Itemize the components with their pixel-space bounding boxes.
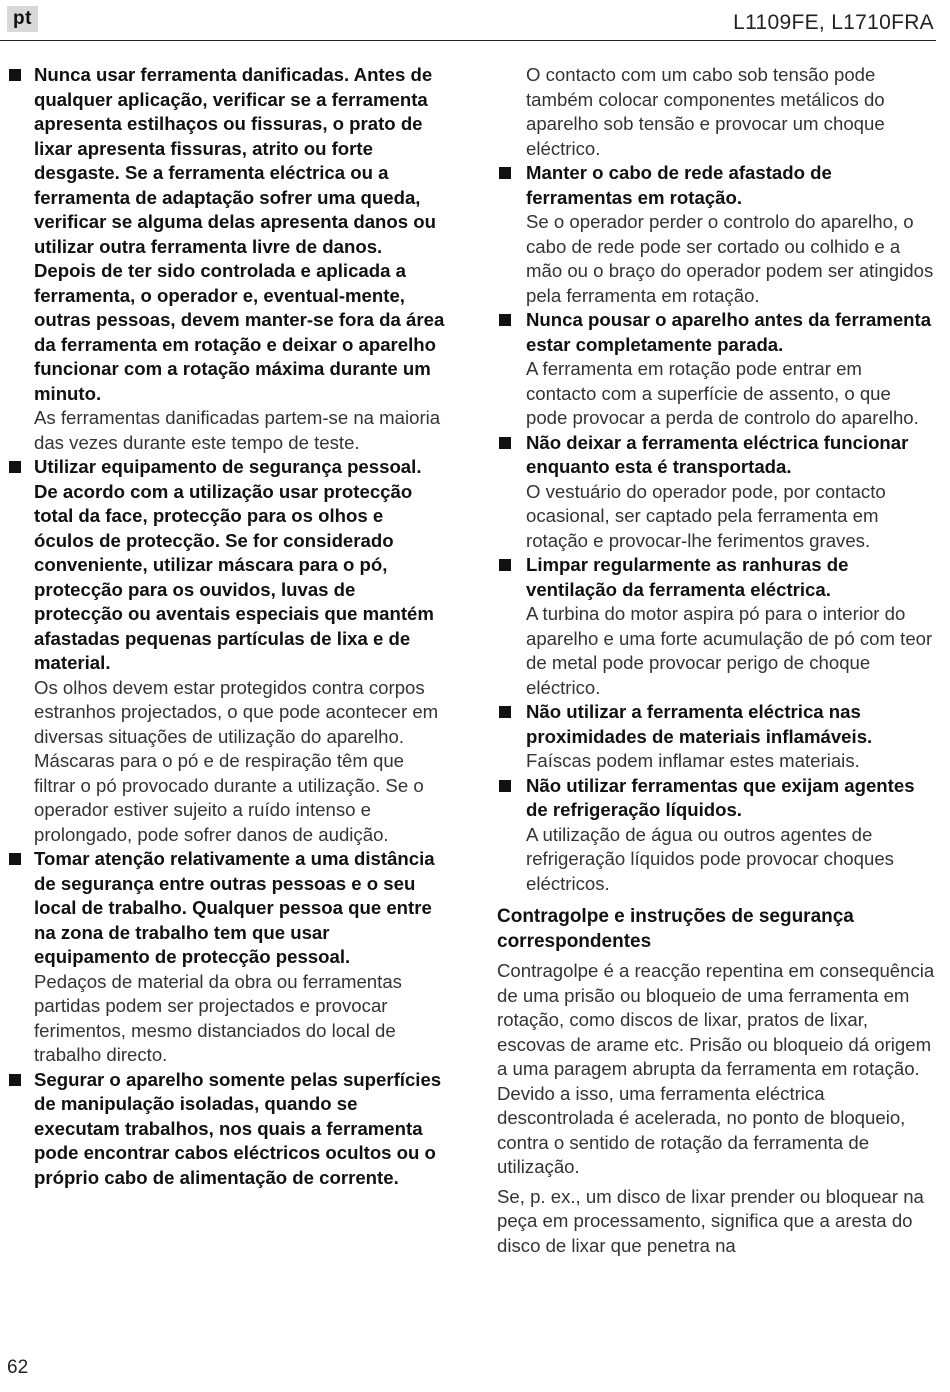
left-column [7,63,447,1190]
safety-item-bold: Não utilizar a ferramenta eléctrica nas proximidades de materiais inflamáveis. [526,701,873,747]
safety-item-bold: Não deixar a ferramenta eléctrica funcionar enquanto esta é transportada. [526,431,909,477]
safety-item-bold: Tomar atenção relativamente a uma distância de segurança entre outras pessoas e o seu local de trabalho. Qualquer pessoa que entre na zona de trabalho tem que usar equipamento de protecção pessoal. [34,848,435,967]
square-bullet-icon [9,461,21,473]
safety-item [7,847,447,1068]
square-bullet-icon [499,780,511,792]
safety-item [497,553,937,700]
model-number: L1109FE, L1710FRA [733,11,934,34]
square-bullet-icon [499,314,511,326]
safety-item-text: Se o operador perder o controlo do aparelho, o cabo de rede pode ser cortado ou colhido e a mão ou o braço do operador podem ser atingidos pela ferramenta em rotação. [526,211,934,306]
safety-item [497,308,937,431]
safety-item-bold: Segurar o aparelho somente pelas superfícies de manipulação isoladas, quando se executam trabalhos, nos quais a ferramenta pode encontrar cabos eléctricos ocultos ou o próprio cabo de alimentação de corrente. [34,1068,442,1188]
body-paragraph: Contragolpe é a reacção repentina em consequência de uma prisão ou bloqueio de uma ferramenta em rotação, como discos de lixar, pratos de lixar, escovas de arame etc. Prisão ou bloqueio dá origem a uma paragem abrupta da ferramenta em rotação. Devido a isso, uma ferramenta eléctrica descontrolada é acelerada, no ponto de bloqueio, contra o sentido de rotação da ferramenta de utilização. [497,960,935,1177]
language-tag: pt [7,6,38,32]
safety-item-bold: Utilizar equipamento de segurança pessoal. De acordo com a utilização usar protecção total da face, protecção para os olhos e óculos de protecção. Se for considerado conveniente, utilizar máscara para o pó, protecção para os ouvidos, luvas de protecção ou aventais especiais que mantém afastadas pequenas partículas de lixa e de material. [34,456,434,673]
safety-item-bold: Manter o cabo de rede afastado de ferramentas em rotação. [526,162,832,208]
section-heading: Contragolpe e instruções de segurança correspondentes [497,906,854,952]
safety-item-text: A turbina do motor aspira pó para o interior do aparelho e uma forte acumulação de pó com teor de metal pode provocar perigo de choque eléctrico. [526,603,933,698]
header-rule [0,40,936,41]
square-bullet-icon [9,853,21,865]
right-column [497,63,937,1258]
safety-item [497,774,937,897]
body-paragraph: Se, p. ex., um disco de lixar prender ou bloquear na peça em processamento, significa que a aresta do disco de lixar que penetra na [497,1185,924,1256]
safety-item-bold: Não utilizar ferramentas que exijam agentes de refrigeração líquidos. [526,774,915,820]
safety-item-text: A ferramenta em rotação pode entrar em contacto com a superfície de assento, o que pode provocar a perda de controlo do aparelho. [526,358,919,428]
safety-item [497,700,937,774]
square-bullet-icon [499,706,511,718]
safety-item-text: Os olhos devem estar protegidos contra corpos estranhos projectados, o que pode acontecer em diversas situações de utilização do aparelho. Máscaras para o pó e de respiração têm que filtrar o pó provocado durante a utilização. Se o operador estiver sujeito a ruído intenso e prolongado, pode sofrer danos de audição. [34,676,439,845]
continuation-text: O contacto com um cabo sob tensão pode também colocar componentes metálicos do aparelho sob tensão e provocar um choque eléctrico. [526,64,885,159]
safety-item-text: Faíscas podem inflamar estes materiais. [526,750,860,771]
square-bullet-icon [499,559,511,571]
safety-item-text: A utilização de água ou outros agentes de refrigeração líquidos pode provocar choques eléctricos. [526,823,894,894]
square-bullet-icon [499,167,511,179]
square-bullet-icon [9,1074,21,1086]
square-bullet-icon [499,437,511,449]
safety-item-text: O vestuário do operador pode, por contacto ocasional, ser captado pela ferramenta em rotação e provocar-lhe ferimentos graves. [526,480,886,551]
safety-item-text: As ferramentas danificadas partem-se na maioria das vezes durante este tempo de teste. [34,407,441,453]
safety-item [7,63,447,455]
safety-item [497,431,937,554]
safety-item-bold: Limpar regularmente as ranhuras de ventilação da ferramenta eléctrica. [526,554,849,600]
safety-item-bold: Nunca usar ferramenta danificadas. Antes de qualquer aplicação, verificar se a ferramenta apresenta estilhaços ou fissuras, o prato de lixar apresenta fissuras, atrito ou forte desgaste. Se a ferramenta eléctrica ou a ferramenta de adaptação sofrer uma queda, verificar se alguma delas apresenta danos ou utilizar outra ferramenta livre de danos. Depois de ter sido controlada e aplicada a ferramenta, o operador e, eventual-mente, outras pessoas, devem manter-se fora da área da ferramenta em rotação e deixar o aparelho funcionar com a rotação máxima durante um minuto. [34,64,445,404]
page-number: 62 [7,1357,29,1378]
safety-item [7,1068,447,1191]
square-bullet-icon [9,69,21,81]
safety-item [7,455,447,847]
safety-item-text: Pedaços de material da obra ou ferramentas partidas podem ser projectados e provocar ferimentos, mesmo distanciados do local de trabalho directo. [34,970,402,1065]
safety-item-bold: Nunca pousar o aparelho antes da ferramenta estar completamente parada. [526,309,932,355]
safety-item [497,161,937,308]
